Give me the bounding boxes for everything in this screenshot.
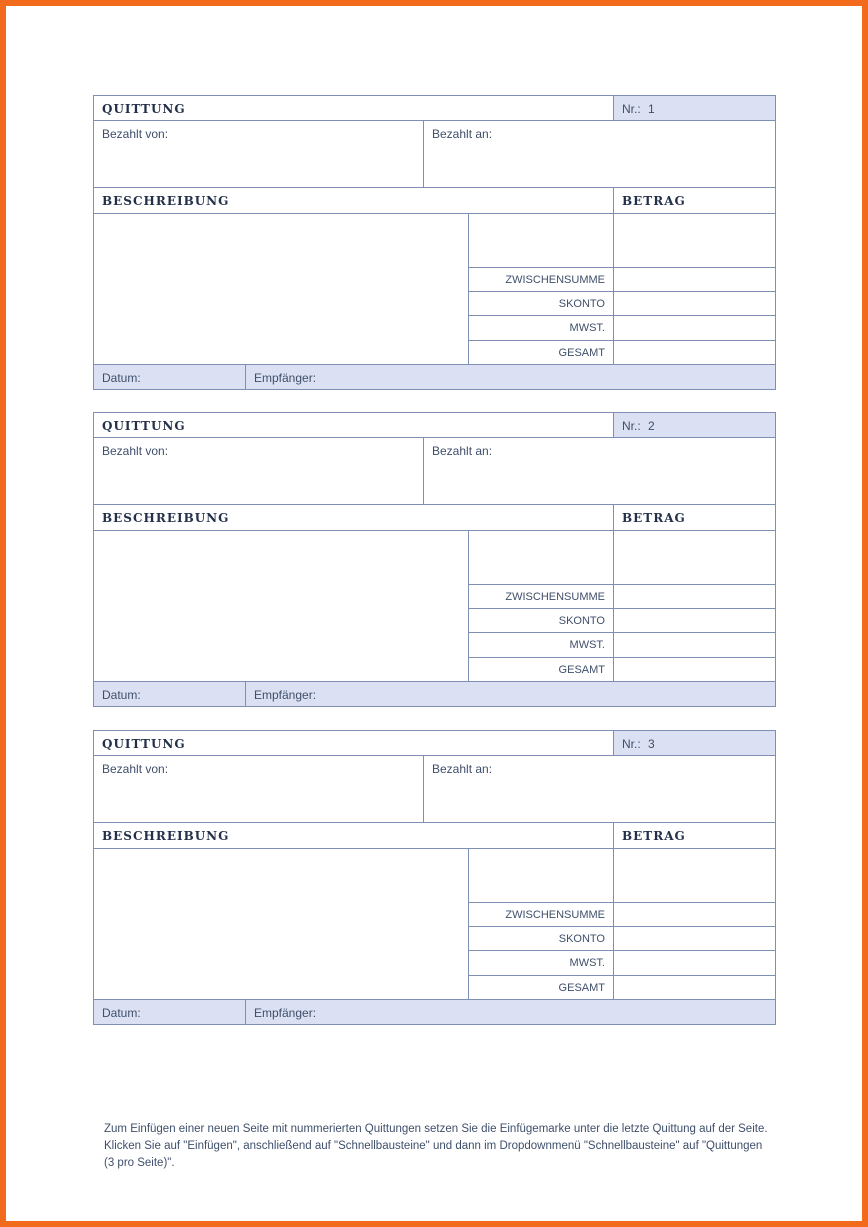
description-field[interactable] <box>94 530 468 681</box>
total-label: GESAMT <box>468 975 613 999</box>
subtotal-field[interactable] <box>613 902 775 926</box>
paid-to-field[interactable] <box>423 755 775 822</box>
date-label: Datum: <box>102 1006 141 1020</box>
vat-label: MWST. <box>468 315 613 340</box>
date-field[interactable] <box>94 364 245 389</box>
vat-field[interactable] <box>613 632 775 657</box>
paid-to-field[interactable] <box>423 120 775 187</box>
date-label: Datum: <box>102 371 141 385</box>
subtotal-field[interactable] <box>613 267 775 291</box>
discount-field[interactable] <box>613 608 775 632</box>
recipient-field[interactable] <box>245 999 775 1024</box>
total-field[interactable] <box>613 657 775 681</box>
receipt-1 <box>93 95 776 390</box>
receipt-title: QUITTUNG <box>102 737 186 751</box>
paid-by-field[interactable] <box>94 755 423 822</box>
receipt-2 <box>93 412 776 707</box>
paid-by-label: Bezahlt von: <box>102 762 169 776</box>
vat-label: MWST. <box>468 950 613 975</box>
empty-cell <box>468 213 613 267</box>
discount-label: SKONTO <box>468 608 613 632</box>
receipt-title: QUITTUNG <box>102 102 186 116</box>
receipt-number-label: Nr.: <box>622 102 641 116</box>
amount-header: BETRAG <box>613 504 775 530</box>
description-field[interactable] <box>94 848 468 999</box>
instruction-note: Zum Einfügen einer neuen Seite mit nummerierten Quittungen setzen Sie die Einfügemarke unter die letzte Quittung auf der Seite. Klicken Sie auf "Einfügen", anschließend auf "Schnellbausteine" und dann im Dropdownmenü "Schnellbausteine" auf "Quittungen (3 pro Seite)". <box>104 1123 768 1169</box>
discount-label: SKONTO <box>468 291 613 315</box>
empty-cell <box>468 848 613 902</box>
date-label: Datum: <box>102 688 141 702</box>
receipt-number: 3 <box>648 737 655 751</box>
empty-cell <box>468 530 613 584</box>
discount-field[interactable] <box>613 926 775 950</box>
receipt-number-cell[interactable] <box>613 96 775 120</box>
total-label: GESAMT <box>468 657 613 681</box>
vat-field[interactable] <box>613 315 775 340</box>
vat-label: MWST. <box>468 632 613 657</box>
subtotal-label: ZWISCHENSUMME <box>468 267 613 291</box>
subtotal-label: ZWISCHENSUMME <box>468 902 613 926</box>
date-field[interactable] <box>94 681 245 706</box>
recipient-field[interactable] <box>245 364 775 389</box>
receipt-3 <box>93 730 776 1025</box>
receipt-number-cell[interactable] <box>613 413 775 437</box>
subtotal-label: ZWISCHENSUMME <box>468 584 613 608</box>
amount-field[interactable] <box>613 530 775 584</box>
paid-by-label: Bezahlt von: <box>102 127 169 141</box>
receipt-number-cell[interactable] <box>613 731 775 755</box>
amount-header: BETRAG <box>613 187 775 213</box>
amount-field[interactable] <box>613 213 775 267</box>
total-field[interactable] <box>613 340 775 364</box>
recipient-label: Empfänger: <box>254 371 317 385</box>
discount-label: SKONTO <box>468 926 613 950</box>
amount-header: BETRAG <box>613 822 775 848</box>
description-header: BESCHREIBUNG <box>94 504 613 530</box>
paid-to-label: Bezahlt an: <box>432 127 493 141</box>
receipt-number-label: Nr.: <box>622 419 641 433</box>
description-header: BESCHREIBUNG <box>94 822 613 848</box>
paid-by-field[interactable] <box>94 120 423 187</box>
total-field[interactable] <box>613 975 775 999</box>
date-field[interactable] <box>94 999 245 1024</box>
receipt-number: 2 <box>648 419 655 433</box>
paid-to-label: Bezahlt an: <box>432 444 493 458</box>
paid-by-label: Bezahlt von: <box>102 444 169 458</box>
receipt-title: QUITTUNG <box>102 419 186 433</box>
paid-by-field[interactable] <box>94 437 423 504</box>
receipt-number: 1 <box>648 102 655 116</box>
paid-to-label: Bezahlt an: <box>432 762 493 776</box>
subtotal-field[interactable] <box>613 584 775 608</box>
description-header: BESCHREIBUNG <box>94 187 613 213</box>
recipient-label: Empfänger: <box>254 1006 317 1020</box>
recipient-label: Empfänger: <box>254 688 317 702</box>
vat-field[interactable] <box>613 950 775 975</box>
paid-to-field[interactable] <box>423 437 775 504</box>
receipt-number-label: Nr.: <box>622 737 641 751</box>
amount-field[interactable] <box>613 848 775 902</box>
recipient-field[interactable] <box>245 681 775 706</box>
description-field[interactable] <box>94 213 468 364</box>
total-label: GESAMT <box>468 340 613 364</box>
discount-field[interactable] <box>613 291 775 315</box>
